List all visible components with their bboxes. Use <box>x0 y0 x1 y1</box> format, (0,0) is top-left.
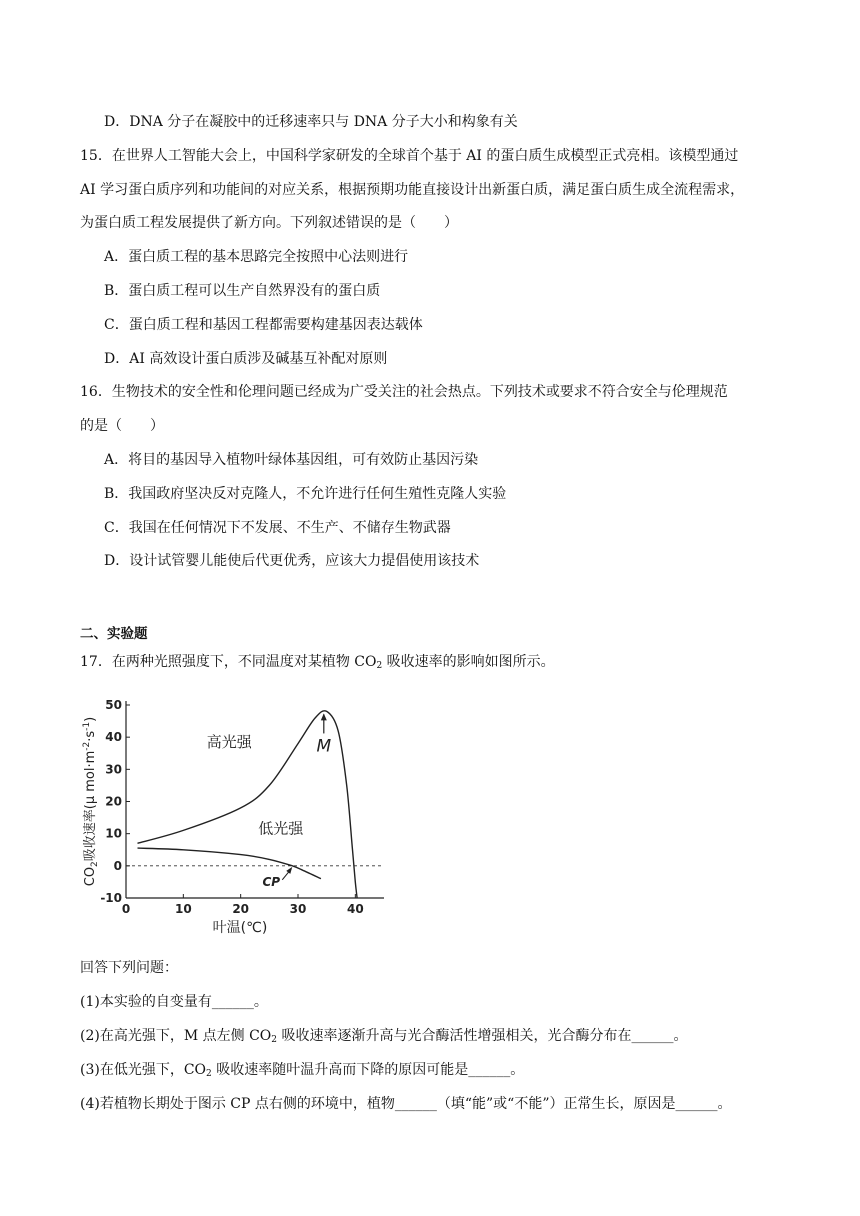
q17-stem: 17．在两种光照强度下，不同温度对某植物 $CO_2$ 吸收速率的影响如图所示。 <box>80 654 555 671</box>
y-tick-label: 40 <box>105 730 122 745</box>
section-title: 二、实验题 <box>80 626 148 642</box>
co2-uptake-chart <box>80 688 400 938</box>
q14-option-d: D．DNA 分子在凝胶中的迁移速率只与 DNA 分子大小和构象有关 <box>104 114 518 130</box>
q15-option-d: D．AI 高效设计蛋白质涉及碱基互补配对原则 <box>104 351 388 367</box>
x-tick-label: 40 <box>346 902 364 916</box>
series-label: 低光强 <box>258 819 304 838</box>
y-tick-label: -10 <box>100 891 122 905</box>
y-tick-label: 10 <box>105 826 122 841</box>
m-label: M <box>316 736 332 757</box>
q15-stem-line2: AI 学习蛋白质序列和功能间的对应关系，根据预期功能直接设计出新蛋白质，满足蛋白质生成全流程需求， <box>80 182 745 198</box>
cp-arrow-head <box>286 867 292 874</box>
q17-sub3: (3)在低光强下，$CO_2$ 吸收速率随叶温升高而下降的原因可能是______。 <box>80 1062 525 1079</box>
x-tick-label: 10 <box>174 902 192 916</box>
x-tick-label: 30 <box>289 902 307 916</box>
q17-sub1: (1)本实验的自变量有______。 <box>80 994 268 1010</box>
q16-option-a: A．将目的基因导入植物叶绿体基因组，可有效防止基因污染 <box>104 452 479 468</box>
q15-option-a: A．蛋白质工程的基本思路完全按照中心法则进行 <box>104 249 409 265</box>
y-tick-label: 20 <box>105 794 122 809</box>
q16-stem-line1: 16．生物技术的安全性和伦理问题已经成为广受关注的社会热点。下列技术或要求不符合安全与伦理规范 <box>80 384 728 400</box>
y-tick-label: 50 <box>105 698 122 712</box>
q16-stem-line2: 的是（ ） <box>80 418 164 434</box>
x-axis-label: 叶温(℃) <box>212 920 268 936</box>
q15-option-b: B．蛋白质工程可以生产自然界没有的蛋白质 <box>104 283 381 299</box>
x-tick-label: 20 <box>232 902 250 916</box>
q16-option-b: B．我国政府坚决反对克隆人，不允许进行任何生殖性克隆人实验 <box>104 486 507 502</box>
y-tick-label: 0 <box>113 858 122 873</box>
q16-option-d: D．设计试管婴儿能使后代更优秀，应该大力提倡使用该技术 <box>104 553 480 569</box>
y-axis-label <box>82 717 100 887</box>
q15-stem-line1: 15．在世界人工智能大会上，中国科学家研发的全球首个基于 AI 的蛋白质生成模型正式亮相。该模型通过 <box>80 148 739 164</box>
chart-annotations <box>262 713 331 888</box>
series-line-low-light <box>138 848 321 879</box>
y-tick-label: 30 <box>105 762 122 777</box>
cp-label: CP <box>262 874 281 889</box>
answer-prompt: 回答下列问题： <box>80 960 178 976</box>
q17-sub4: (4)若植物长期处于图示 CP 点右侧的环境中，植物______（填“能”或“不能”）正常生长，原因是______。 <box>80 1096 732 1112</box>
m-arrow-head <box>321 713 327 720</box>
q17-sub2: (2)在高光强下，M 点左侧 $CO_2$ 吸收速率逐渐升高与光合酶活性增强相关，光合酶分布在______。 <box>80 1028 688 1045</box>
x-tick-label: 0 <box>121 902 131 916</box>
q16-option-c: C．我国在任何情况下不发展、不生产、不储存生物武器 <box>104 520 451 536</box>
q15-stem-line3: 为蛋白质工程发展提供了新方向。下列叙述错误的是（ ） <box>80 215 458 231</box>
series-label: 高光强 <box>206 732 252 751</box>
q15-option-c: C．蛋白质工程和基因工程都需要构建基因表达载体 <box>104 317 423 333</box>
y-axis-label-text: $CO_2$吸收速率(μ $mol\cdot m^{-2}\cdot s^{-1}$) <box>82 716 100 887</box>
